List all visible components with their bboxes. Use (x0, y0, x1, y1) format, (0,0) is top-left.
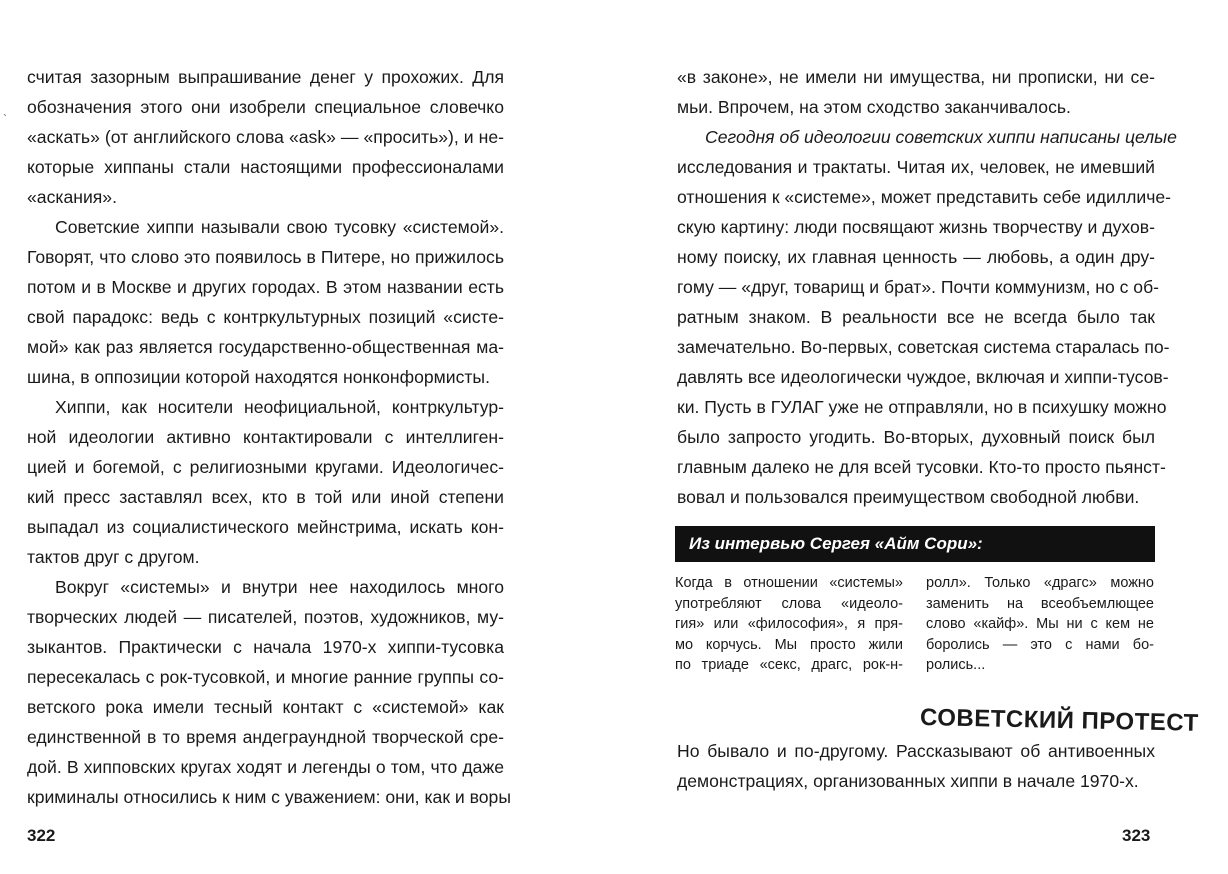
text-line: Вокруг «системы» и внутри нее находилось много (55, 577, 504, 597)
text-line: обозначения этого они изобрели специальное словечко (27, 97, 504, 117)
text-line: было запросто угодить. Во-вторых, духовный поиск был (677, 427, 1155, 447)
interview-line: употребляют слова «идеоло- (675, 595, 903, 612)
text-line: Хиппи, как носители неофициальной, контркультур- (55, 397, 504, 417)
text-line: потом и в Москве и других городах. В этом названии есть (27, 277, 504, 297)
interview-line: заменить на всеобъемлющее (926, 595, 1154, 612)
interview-column-1 (675, 573, 903, 676)
text-line: исследования и трактаты. Читая их, человек, не имевший (677, 157, 1155, 177)
interview-line: мо корчусь. Мы просто жили (675, 636, 903, 653)
text-line: Советские хиппи называли свою тусовку «системой». (55, 217, 504, 237)
interview-line: ролл». Только «драгс» можно (926, 575, 1154, 591)
text-line: тактов друг с другом. (27, 547, 200, 567)
text-line: скую картину: люди посвящают жизнь творчеству и духов- (677, 217, 1155, 237)
text-line: творческих людей — писателей, поэтов, художников, му- (27, 607, 504, 627)
interview-line: слово «кайф». Мы ни с кем не (926, 616, 1154, 632)
text-line: главным далеко не для всей тусовки. Кто-то просто пьянст- (677, 457, 1166, 477)
text-line: цией и богемой, с религиозными кругами. Идеологичес- (27, 457, 504, 477)
text-line: «аскания». (27, 187, 117, 207)
text-line: Но бывало и по-другому. Рассказывают об антивоенных (677, 741, 1155, 761)
text-line: дой. В хипповских кругах ходят и легенды о том, что даже (27, 757, 504, 777)
text-line: замечательно. Во-первых, советская система старалась по- (677, 337, 1170, 357)
right-body-text (677, 62, 1177, 512)
text-line: выпадал из социалистического мейнстрима, искать кон- (27, 517, 504, 537)
interview-banner: Из интервью Сергея «Айм Сори»: (675, 526, 1155, 562)
text-line: криминалы относились к ним с уважением: они, как и воры (27, 787, 511, 807)
page-number: 322 (27, 826, 56, 845)
text-line: гому — «друг, товарищ и брат». Почти коммунизм, но с об- (677, 277, 1160, 297)
text-line: мьи. Впрочем, на этом сходство заканчивалось. (677, 97, 1071, 117)
text-line: которые хиппаны стали настоящими профессионалами (27, 157, 504, 177)
text-line: шина, в оппозиции которой находятся нонконформисты. (27, 367, 490, 387)
margin-mark: ` (3, 112, 7, 126)
interview-column-2 (926, 573, 1154, 676)
interview-line: по триаде «секс, драгс, рок-н- (675, 657, 903, 673)
text-line: зыкантов. Практически с начала 1970-х хиппи-тусовка (27, 637, 504, 657)
text-line: ному поиску, их главная ценность — любовь, а один дру- (677, 247, 1155, 267)
interview-line: Когда в отношении «системы» (675, 575, 903, 591)
text-line: давлять все идеологически чуждое, включая и хиппи-тусов- (677, 367, 1169, 387)
text-line: демонстрациях, организованных хиппи в начале 1970-х. (677, 771, 1139, 791)
page-number: 323 (1122, 826, 1151, 845)
text-line: «аскать» (от английского слова «ask» — «просить»), и не- (27, 127, 504, 147)
section-body-text (677, 736, 1155, 796)
text-line: «в законе», не имели ни имущества, ни прописки, ни се- (677, 67, 1155, 87)
interview-line: гия» или «философия», я пря- (675, 616, 903, 632)
text-line: ратным знаком. В реальности все не всегда было так (677, 307, 1155, 327)
text-line: кий пресс заставлял всех, кто в той или иной степени (27, 487, 504, 507)
text-line: Сегодня об идеологии советских хиппи написаны целые (705, 127, 1177, 147)
text-line: считая зазорным выпрашивание денег у прохожих. Для (27, 67, 504, 87)
interview-line: ролись... (926, 657, 986, 673)
text-line: Говорят, что слово это появилось в Питере, но прижилось (27, 247, 504, 267)
text-line: ной идеологии активно контактировали с интеллиген- (27, 427, 504, 447)
left-body-text (27, 62, 511, 812)
text-line: ки. Пусть в ГУЛАГ уже не отправляли, но в психушку можно (677, 397, 1167, 417)
text-line: отношения к «системе», может представить себе идилличе- (677, 187, 1172, 207)
text-line: мой» как раз является государственно-общественная ма- (27, 337, 504, 357)
section-heading: СОВЕТСКИЙ ПРОТЕСТ (919, 704, 1199, 737)
text-line: ветского рока имели тесный контакт с «системой» как (27, 697, 504, 717)
text-line: вовал и пользовался преимуществом свободной любви. (677, 487, 1140, 507)
text-line: пересекалась с рок-тусовкой, и многие ранние группы со- (27, 667, 504, 687)
right-page (614, 0, 1228, 874)
text-line: свой парадокс: ведь с контркультурных позиций «систе- (27, 307, 504, 327)
interview-line: боролись — это с нами бо- (926, 636, 1154, 653)
text-line: единственной в то время андеграундной творческой сре- (27, 727, 504, 747)
